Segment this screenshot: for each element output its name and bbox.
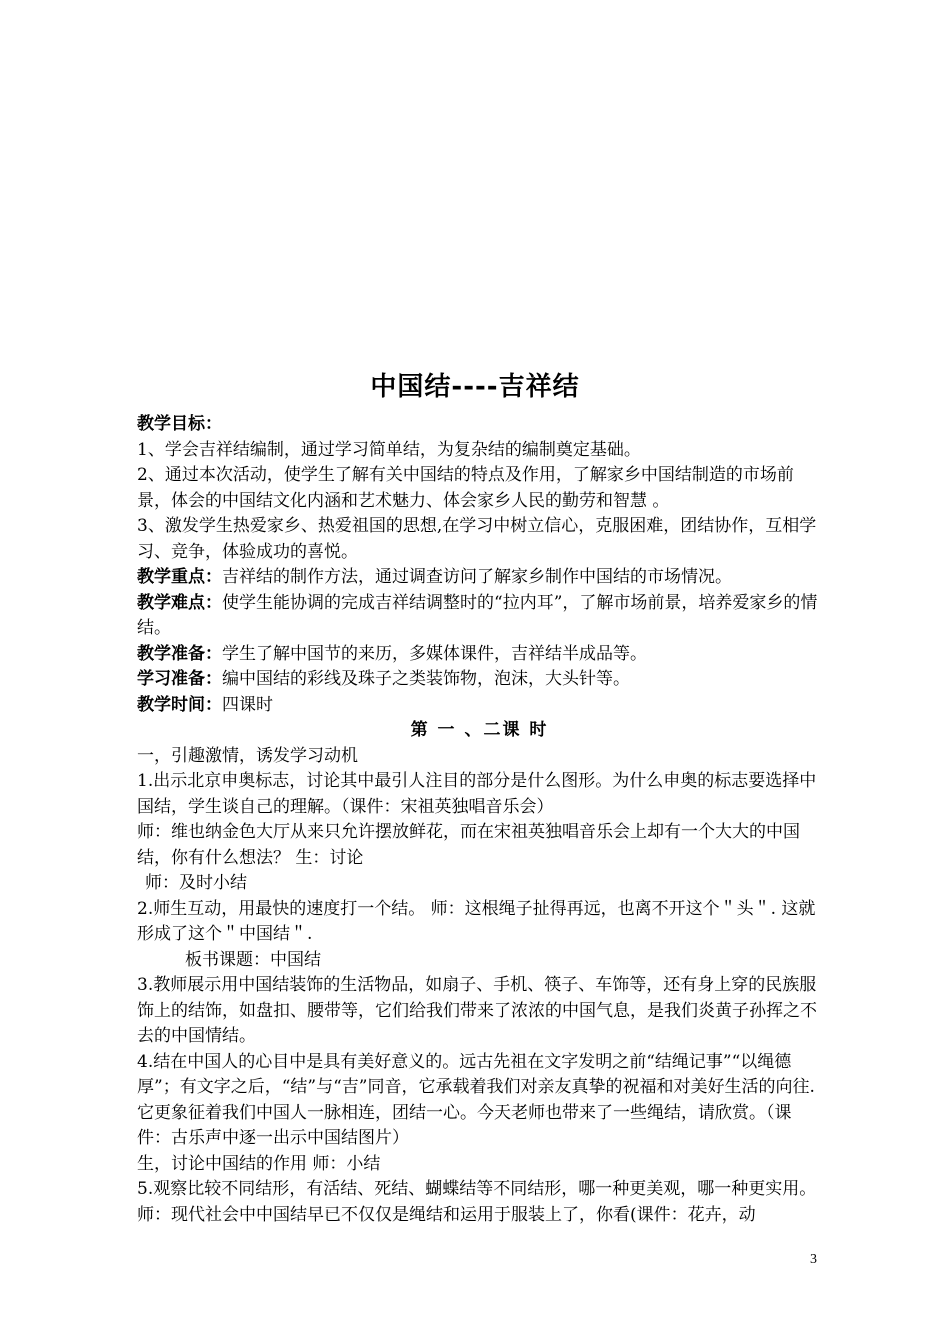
- objective-item-2: 2、通过本次活动，使学生了解有关中国结的特点及作用，了解家乡中国结制造的市场前景，体会的中国结文化内涵和艺术魅力、体会家乡人民的勤劳和智慧 。: [137, 465, 794, 511]
- section-heading: 一，引趣激情，诱发学习动机: [137, 745, 358, 766]
- key-point: [137, 565, 822, 591]
- study-prep: [137, 667, 822, 693]
- teaching-prep-label: 教学准备：: [137, 643, 222, 664]
- board-title: 板书课题：中国结: [185, 949, 321, 970]
- body-paragraph-9: 师：现代社会中中国结早已不仅仅是绳结和运用于服装上了，你看(课件：花卉，动: [137, 1204, 756, 1225]
- lesson-heading: 第 一 、二课 时: [410, 720, 549, 740]
- body-paragraph-4: 2.师生互动，用最快的速度打一个结。 师：这根绳子扯得再远，也离不开这个＂头＂. 这就形成了这个＂中国结＂.: [137, 898, 816, 944]
- teaching-prep-text: 学生了解中国节的来历，多媒体课件，吉祥结半成品等。: [222, 643, 647, 664]
- study-prep-text: 编中国结的彩线及珠子之类装饰物，泡沫，大头针等。: [222, 669, 630, 689]
- document-body: [137, 412, 822, 1228]
- body-paragraph-5: 3.教师展示用中国结装饰的生活物品，如扇子、手机、筷子、车饰等，还有身上穿的民族服饰上的结饰，如盘扣、腰带等，它们给我们带来了浓浓的中国气息，是我们炎黄子孙挥之不去的中国情结。: [137, 975, 817, 1046]
- teaching-time-label: 教学时间：: [137, 694, 222, 715]
- body-paragraph-8: 5.观察比较不同结形，有活结、死结、蝴蝶结等不同结形，哪一种更美观，哪一种更实用。: [137, 1179, 817, 1199]
- difficulty: [137, 591, 822, 642]
- teaching-time: [137, 693, 822, 719]
- body-paragraph-6: 4.结在中国人的心目中是具有美好意义的。远古先祖在文字发明之前“结绳记事”“以绳德厚”；有文字之后，“结”与“吉”同音，它承载着我们对亲友真挚的祝福和对美好生活的向往. 它更象征着我们中国人一脉相连，团结一心。今天老师也带来了一些绳结，请欣赏。（课件：古乐声中逐一出示中国结图片）: [137, 1051, 815, 1148]
- teaching-time-text: 四课时: [222, 694, 273, 715]
- page-number: 3: [810, 1252, 817, 1267]
- key-point-text: 吉祥结的制作方法，通过调查访问了解家乡制作中国结的市场情况。: [222, 567, 732, 587]
- difficulty-text: 使学生能协调的完成吉祥结调整时的“拉内耳”，了解市场前景，培养爱家乡的情结。: [137, 592, 818, 638]
- study-prep-label: 学习准备：: [137, 669, 222, 689]
- key-point-label: 教学重点：: [137, 567, 222, 587]
- body-paragraph-7: 生，讨论中国结的作用 师：小结: [137, 1153, 381, 1174]
- body-paragraph-3: 师：及时小结: [145, 873, 247, 893]
- document-title: 中国结----吉祥结: [370, 372, 580, 402]
- objective-item-3: 3、激发学生热爱家乡、热爱祖国的思想,在学习中树立信心，克服困难，团结协作，互相学习、竞争，体验成功的喜悦。: [137, 516, 817, 562]
- objectives-heading: 教学目标：: [137, 414, 222, 434]
- objective-item-1: 1、学会吉祥结编制，通过学习简单结，为复杂结的编制奠定基础。: [137, 439, 641, 460]
- teaching-prep: [137, 642, 822, 668]
- difficulty-label: 教学难点：: [137, 592, 222, 613]
- body-paragraph-1: 1.出示北京申奥标志，讨论其中最引人注目的部分是什么图形。为什么申奥的标志要选择中国结，学生谈自己的理解。（课件：宋祖英独唱音乐会）: [137, 771, 817, 817]
- body-paragraph-2: 师：维也纳金色大厅从来只允许摆放鲜花，而在宋祖英独唱音乐会上却有一个大大的中国结，你有什么想法？ 生：讨论: [137, 822, 800, 868]
